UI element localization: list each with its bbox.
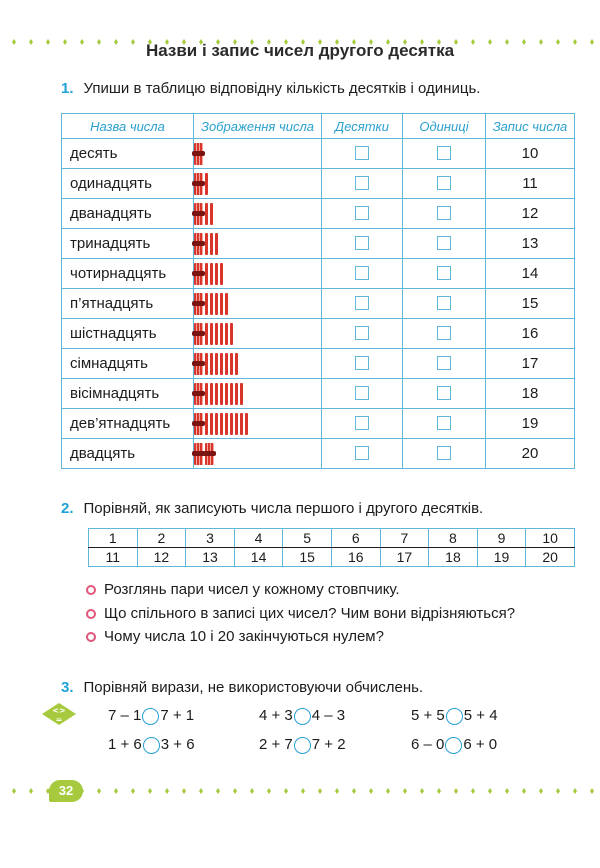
units-input-box[interactable] — [437, 236, 451, 250]
header-units: Одиниці — [403, 114, 486, 139]
border-dot — [420, 788, 424, 794]
task-2-heading — [61, 500, 483, 517]
stick-icon — [230, 383, 233, 405]
stick-icon — [235, 383, 238, 405]
ten-bundle-icon — [194, 173, 203, 195]
bullet-icon — [86, 585, 96, 595]
second-ten-cell: 16 — [331, 548, 380, 567]
tens-input-box[interactable] — [355, 176, 369, 190]
border-dot — [386, 788, 390, 794]
compare-circle[interactable] — [445, 737, 462, 754]
tens-cell — [322, 409, 403, 439]
stick-icon — [230, 323, 233, 345]
tens-units-table — [61, 113, 575, 469]
header-number-name: Назва числа — [62, 114, 194, 139]
number-record: 20 — [486, 439, 575, 469]
units-input-box[interactable] — [437, 356, 451, 370]
table-row — [62, 439, 575, 469]
tens-input-box[interactable] — [355, 446, 369, 460]
number-image — [194, 199, 322, 229]
stick-icon — [235, 353, 238, 375]
tens-input-box[interactable] — [355, 296, 369, 310]
second-ten-cell: 17 — [380, 548, 429, 567]
second-ten-cell: 13 — [186, 548, 235, 567]
question-item: Чому числа 10 і 20 закінчуються нулем? — [86, 625, 515, 649]
compare-circle[interactable] — [143, 737, 160, 754]
ten-bundle-icon — [194, 323, 203, 345]
first-ten-cell: 7 — [380, 529, 429, 548]
units-cell — [403, 199, 486, 229]
page-number-badge: 32 — [49, 780, 83, 802]
border-dot — [29, 788, 33, 794]
ten-bundle-icon — [194, 443, 203, 465]
border-dot — [250, 788, 254, 794]
tens-cell — [322, 259, 403, 289]
number-image — [194, 349, 322, 379]
number-image — [194, 409, 322, 439]
units-cell — [403, 169, 486, 199]
number-name: десять — [62, 139, 194, 169]
stick-icon — [210, 383, 213, 405]
bullet-icon — [86, 609, 96, 619]
tens-cell — [322, 439, 403, 469]
border-dot — [454, 788, 458, 794]
border-dot — [556, 788, 560, 794]
units-cell — [403, 319, 486, 349]
tens-input-box[interactable] — [355, 146, 369, 160]
stick-icon — [210, 353, 213, 375]
border-dot — [216, 788, 220, 794]
bottom-dot-border — [0, 786, 600, 796]
number-image — [194, 229, 322, 259]
tens-cell — [322, 139, 403, 169]
ten-bundle-icon — [194, 263, 203, 285]
page-title: Назви і запис чисел другого десятка — [145, 41, 455, 60]
stick-icon — [205, 203, 208, 225]
border-dot — [148, 788, 152, 794]
units-input-box[interactable] — [437, 296, 451, 310]
table-row — [62, 259, 575, 289]
ten-bundle-icon — [194, 383, 203, 405]
task-1-number: 1. — [61, 80, 74, 97]
tens-cell — [322, 349, 403, 379]
tens-input-box[interactable] — [355, 266, 369, 280]
discussion-questions — [86, 578, 515, 649]
stick-icon — [205, 323, 208, 345]
ten-bundle-icon — [194, 413, 203, 435]
number-record: 16 — [486, 319, 575, 349]
stick-icon — [205, 383, 208, 405]
compare-circle[interactable] — [446, 708, 463, 725]
task-1-text: Упиши в таблицю відповідну кількість десятків і одиниць. — [83, 80, 481, 97]
stick-icon — [215, 353, 218, 375]
compare-circle[interactable] — [142, 708, 159, 725]
table-row — [62, 409, 575, 439]
border-dot — [437, 788, 441, 794]
ten-bundle-icon — [194, 143, 203, 165]
stick-icon — [220, 323, 223, 345]
tens-cell — [322, 379, 403, 409]
header-tens: Десятки — [322, 114, 403, 139]
units-input-box[interactable] — [437, 446, 451, 460]
stick-icon — [210, 293, 213, 315]
number-record: 14 — [486, 259, 575, 289]
table-row — [62, 139, 575, 169]
stick-icon — [210, 203, 213, 225]
task-3-heading — [61, 679, 423, 696]
header-record: Запис числа — [486, 114, 575, 139]
first-ten-cell: 8 — [429, 529, 478, 548]
units-input-box[interactable] — [437, 416, 451, 430]
number-image — [194, 139, 322, 169]
question-item: Розглянь пари чисел у кожному стовпчику. — [86, 578, 515, 602]
stick-icon — [225, 383, 228, 405]
border-dot — [233, 788, 237, 794]
expression-6: 6 – 0 6 + 0 — [411, 736, 498, 753]
stick-icon — [215, 233, 218, 255]
stick-icon — [240, 413, 243, 435]
units-input-box[interactable] — [437, 206, 451, 220]
stick-icon — [230, 413, 233, 435]
stick-icon — [225, 413, 228, 435]
stick-icon — [235, 413, 238, 435]
border-dot — [284, 788, 288, 794]
task-3-text: Порівняй вирази, не використовуючи обчислень. — [83, 679, 424, 696]
units-input-box[interactable] — [437, 386, 451, 400]
stick-icon — [220, 263, 223, 285]
number-record: 17 — [486, 349, 575, 379]
compare-circle[interactable] — [294, 737, 311, 754]
number-name: сімнадцять — [62, 349, 194, 379]
first-ten-cell: 3 — [186, 529, 235, 548]
tens-cell — [322, 229, 403, 259]
stick-icon — [215, 323, 218, 345]
stick-icon — [225, 353, 228, 375]
number-record: 19 — [486, 409, 575, 439]
border-dot — [573, 788, 577, 794]
number-name: двадцять — [62, 439, 194, 469]
tens-input-box[interactable] — [355, 416, 369, 430]
units-cell — [403, 139, 486, 169]
number-record: 18 — [486, 379, 575, 409]
border-dot — [369, 788, 373, 794]
stick-icon — [220, 293, 223, 315]
units-input-box[interactable] — [437, 266, 451, 280]
ten-bundle-icon — [194, 203, 203, 225]
stick-icon — [210, 263, 213, 285]
second-ten-cell: 15 — [283, 548, 332, 567]
task-2-number: 2. — [61, 500, 74, 517]
stick-icon — [205, 233, 208, 255]
stick-icon — [205, 263, 208, 285]
numbers-comparison-table — [88, 528, 575, 567]
number-name: одинадцять — [62, 169, 194, 199]
expression-3: 5 + 5 5 + 4 — [411, 707, 498, 724]
units-input-box[interactable] — [437, 146, 451, 160]
units-input-box[interactable] — [437, 176, 451, 190]
number-image — [194, 259, 322, 289]
tens-cell — [322, 169, 403, 199]
task-3-number: 3. — [61, 679, 74, 696]
number-image — [194, 439, 322, 469]
first-ten-cell: 10 — [526, 529, 575, 548]
border-dot — [522, 788, 526, 794]
stick-icon — [240, 383, 243, 405]
border-dot — [12, 788, 16, 794]
border-dot — [114, 788, 118, 794]
table-row — [62, 379, 575, 409]
units-cell — [403, 379, 486, 409]
svg-text:<>: <> — [52, 706, 66, 715]
table-row — [62, 229, 575, 259]
number-name: шістнадцять — [62, 319, 194, 349]
number-name: п’ятнадцять — [62, 289, 194, 319]
number-name: дванадцять — [62, 199, 194, 229]
border-dot — [539, 788, 543, 794]
number-record: 15 — [486, 289, 575, 319]
border-dot — [301, 788, 305, 794]
number-name: чотирнадцять — [62, 259, 194, 289]
stick-icon — [205, 173, 208, 195]
border-dot — [267, 788, 271, 794]
stick-icon — [215, 413, 218, 435]
expression-5: 2 + 7 7 + 2 — [259, 736, 346, 753]
border-dot — [505, 788, 509, 794]
units-input-box[interactable] — [437, 326, 451, 340]
stick-icon — [220, 383, 223, 405]
second-ten-cell: 11 — [89, 548, 138, 567]
table-row — [62, 199, 575, 229]
units-cell — [403, 259, 486, 289]
stick-icon — [205, 413, 208, 435]
ten-bundle-icon — [194, 353, 203, 375]
tens-input-box[interactable] — [355, 236, 369, 250]
tens-cell — [322, 289, 403, 319]
expression-2: 4 + 3 4 – 3 — [259, 707, 346, 724]
border-dot — [199, 788, 203, 794]
table-row — [62, 319, 575, 349]
stick-icon — [230, 353, 233, 375]
ten-bundle-icon — [205, 443, 214, 465]
stick-icon — [220, 413, 223, 435]
first-ten-cell: 9 — [477, 529, 526, 548]
number-record: 13 — [486, 229, 575, 259]
border-dot — [352, 788, 356, 794]
units-cell — [403, 439, 486, 469]
second-ten-cell: 14 — [234, 548, 283, 567]
units-cell — [403, 229, 486, 259]
border-dot — [488, 788, 492, 794]
border-dot — [590, 788, 594, 794]
number-image — [194, 379, 322, 409]
stick-icon — [245, 413, 248, 435]
stick-icon — [225, 293, 228, 315]
number-name: вісімнадцять — [62, 379, 194, 409]
stick-icon — [215, 383, 218, 405]
border-dot — [318, 788, 322, 794]
number-image — [194, 169, 322, 199]
table-row — [62, 289, 575, 319]
border-dot — [165, 788, 169, 794]
tens-input-box[interactable] — [355, 386, 369, 400]
header-number-image: Зображення числа — [194, 114, 322, 139]
expression-1: 7 – 1 7 + 1 — [108, 707, 195, 724]
units-cell — [403, 409, 486, 439]
border-dot — [403, 788, 407, 794]
units-cell — [403, 349, 486, 379]
number-name: дев’ятнадцять — [62, 409, 194, 439]
second-ten-cell: 18 — [429, 548, 478, 567]
tens-input-box[interactable] — [355, 356, 369, 370]
question-item: Що спільного в записі цих чисел? Чим вони відрізняються? — [86, 602, 515, 626]
stick-icon — [220, 353, 223, 375]
svg-text:=: = — [55, 715, 63, 724]
number-image — [194, 289, 322, 319]
tens-cell — [322, 319, 403, 349]
border-dot — [335, 788, 339, 794]
second-ten-cell: 19 — [477, 548, 526, 567]
stick-icon — [225, 323, 228, 345]
border-dot — [131, 788, 135, 794]
bullet-icon — [86, 632, 96, 642]
stick-icon — [205, 293, 208, 315]
border-dot — [471, 788, 475, 794]
units-cell — [403, 289, 486, 319]
ten-bundle-icon — [194, 233, 203, 255]
border-dot — [97, 788, 101, 794]
number-record: 11 — [486, 169, 575, 199]
task-2-text: Порівняй, як записують числа першого і другого десятків. — [83, 500, 484, 517]
table-row — [62, 169, 575, 199]
first-ten-cell: 1 — [89, 529, 138, 548]
first-ten-cell: 6 — [331, 529, 380, 548]
first-ten-cell: 4 — [234, 529, 283, 548]
number-name: тринадцять — [62, 229, 194, 259]
stick-icon — [215, 293, 218, 315]
second-ten-cell: 20 — [526, 548, 575, 567]
number-image — [194, 319, 322, 349]
compare-signs-icon — [42, 703, 76, 725]
stick-icon — [215, 263, 218, 285]
number-record: 10 — [486, 139, 575, 169]
tens-input-box[interactable] — [355, 206, 369, 220]
ten-bundle-icon — [194, 293, 203, 315]
stick-icon — [210, 323, 213, 345]
stick-icon — [205, 353, 208, 375]
second-ten-cell: 12 — [137, 548, 186, 567]
task-1-heading — [61, 80, 480, 97]
first-ten-cell: 2 — [137, 529, 186, 548]
expression-4: 1 + 6 3 + 6 — [108, 736, 195, 753]
stick-icon — [210, 233, 213, 255]
first-ten-cell: 5 — [283, 529, 332, 548]
tens-input-box[interactable] — [355, 326, 369, 340]
stick-icon — [210, 413, 213, 435]
tens-cell — [322, 199, 403, 229]
compare-circle[interactable] — [294, 708, 311, 725]
number-record: 12 — [486, 199, 575, 229]
table-row — [62, 349, 575, 379]
border-dot — [182, 788, 186, 794]
